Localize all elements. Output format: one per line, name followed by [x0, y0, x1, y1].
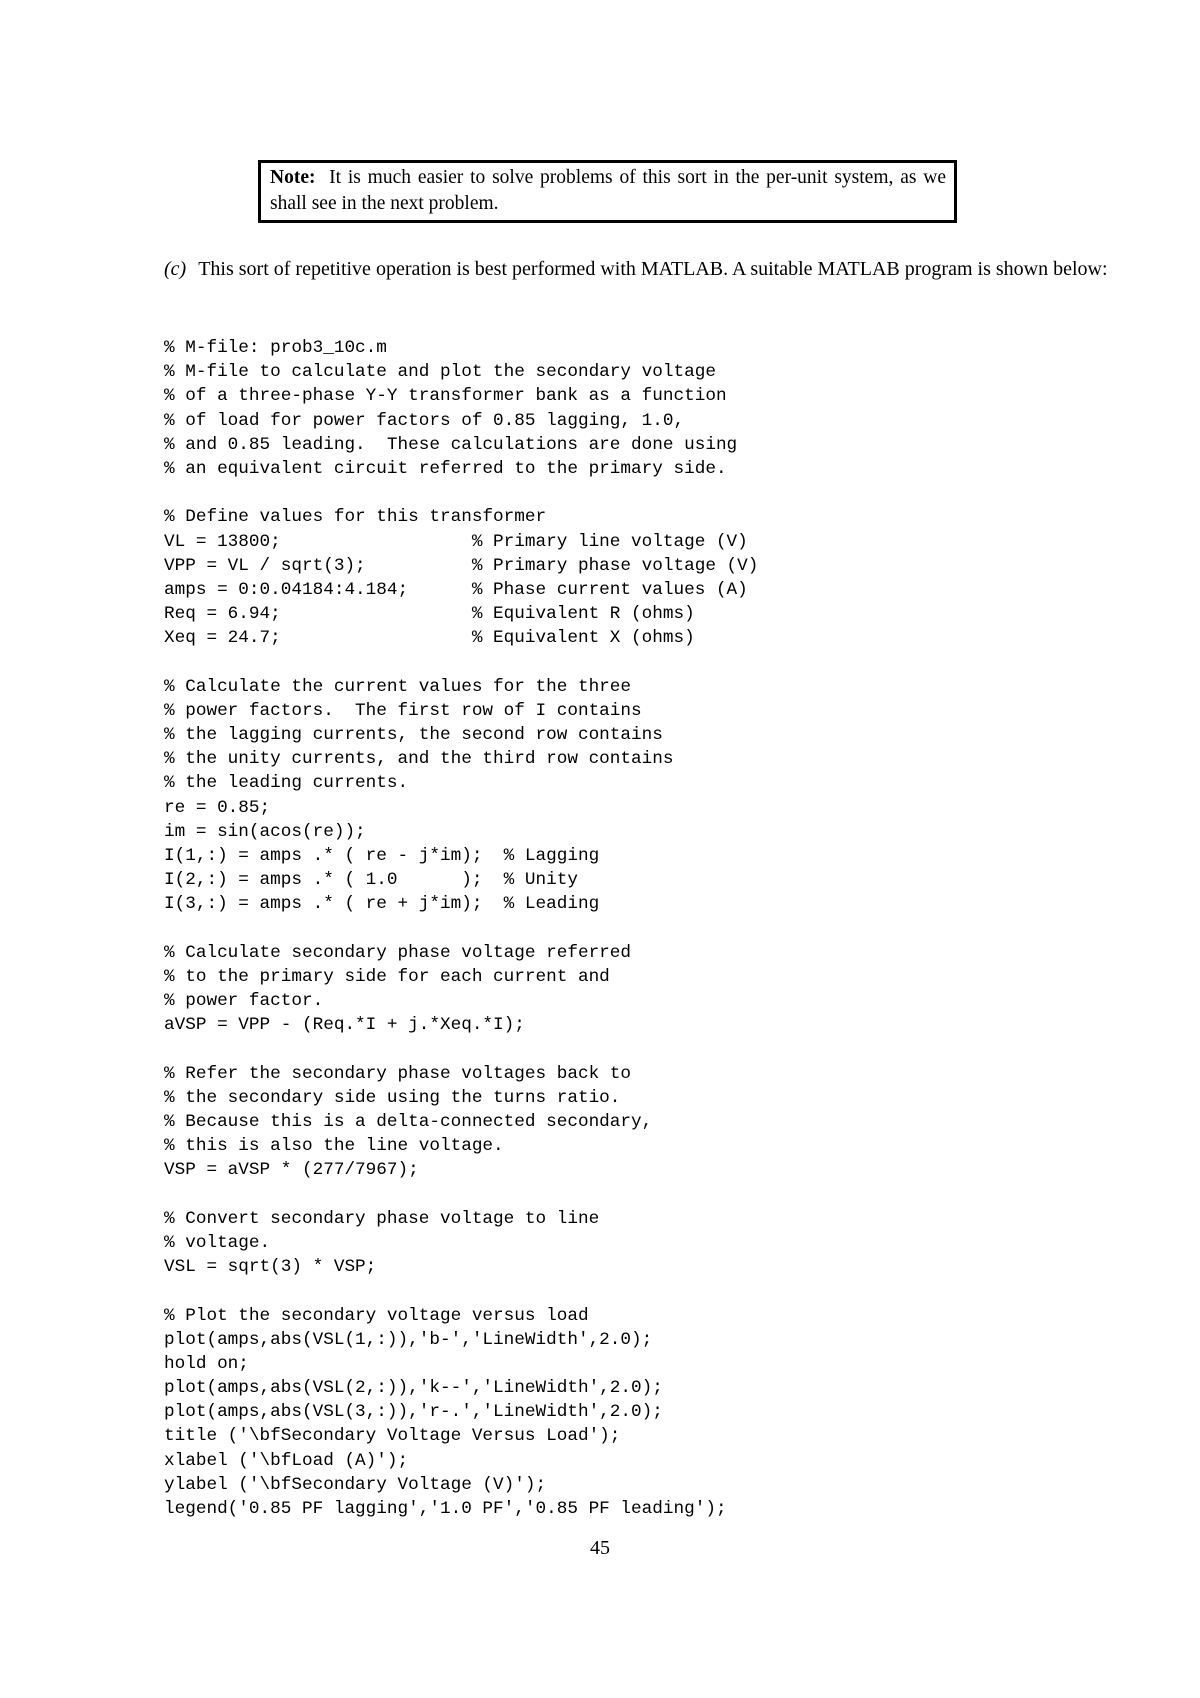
- code-line: % the leading currents.: [164, 773, 409, 794]
- code-blank-line: [164, 650, 1164, 674]
- intro-text: This sort of repetitive operation is best performed with MATLAB. A suitable MATLAB program is shown below:: [198, 258, 1108, 280]
- code-line: % the lagging currents, the second row contains: [164, 725, 663, 745]
- code-line: ylabel ('\bfSecondary Voltage (V)');: [164, 1474, 547, 1495]
- code-line: xlabel ('\bfLoad (A)');: [164, 1450, 409, 1471]
- code-line: legend('0.85 PF lagging','1.0 PF','0.85 PF leading');: [164, 1499, 727, 1519]
- code-line: % M-file to calculate and plot the secondary voltage: [164, 362, 716, 383]
- code-line: plot(amps,abs(VSL(3,:)),'r-.','LineWidth',2.0);: [164, 1402, 663, 1423]
- code-line: % Refer the secondary phase voltages back to: [164, 1063, 632, 1084]
- code-line: % Because this is a delta-connected secondary,: [164, 1112, 653, 1132]
- code-line: amps = 0:0.04184:4.184; % Phase current values (A): [164, 579, 748, 600]
- code-line: % the unity currents, and the third row contains: [164, 749, 674, 770]
- code-line: % Plot the secondary voltage versus load: [164, 1305, 589, 1326]
- code-line: im = sin(acos(re));: [164, 821, 366, 842]
- code-line: VL = 13800; % Primary line voltage (V): [164, 531, 748, 552]
- note-box: [258, 160, 957, 223]
- code-line: % Convert secondary phase voltage to line: [164, 1208, 600, 1229]
- code-line: % M-file: prob3_10c.m: [164, 338, 387, 358]
- code-line: % and 0.85 leading. These calculations are done using: [164, 434, 738, 455]
- code-line: VSL = sqrt(3) * VSP;: [164, 1257, 377, 1278]
- code-line: hold on;: [164, 1353, 249, 1374]
- code-line: % voltage.: [164, 1232, 271, 1253]
- part-label: (c): [164, 258, 187, 280]
- code-line: re = 0.85;: [164, 797, 271, 818]
- code-line: I(3,:) = amps .* ( re + j*im); % Leading: [164, 894, 600, 915]
- code-line: Xeq = 24.7; % Equivalent X (ohms): [164, 628, 695, 649]
- code-line: VSP = aVSP * (277/7967);: [164, 1160, 419, 1181]
- intro-paragraph: [164, 256, 1124, 282]
- matlab-code-block: [164, 336, 1164, 1521]
- code-line: % Calculate the current values for the three: [164, 676, 632, 697]
- code-blank-line: [164, 1037, 1164, 1061]
- code-line: I(2,:) = amps .* ( 1.0 ); % Unity: [164, 870, 578, 891]
- code-line: % of a three-phase Y-Y transformer bank as a function: [164, 386, 727, 407]
- code-line: % an equivalent circuit referred to the primary side.: [164, 458, 727, 479]
- code-blank-line: [164, 1183, 1164, 1207]
- code-line: plot(amps,abs(VSL(2,:)),'k--','LineWidth',2.0);: [164, 1378, 663, 1399]
- code-line: title ('\bfSecondary Voltage Versus Load');: [164, 1426, 621, 1447]
- page-number: 45: [590, 1537, 610, 1559]
- code-line: % Define values for this transformer: [164, 507, 547, 528]
- code-line: % the secondary side using the turns ratio.: [164, 1087, 621, 1108]
- code-line: % this is also the line voltage.: [164, 1136, 504, 1157]
- code-blank-line: [164, 917, 1164, 941]
- code-line: % power factor.: [164, 991, 324, 1012]
- code-blank-line: [164, 481, 1164, 505]
- code-line: % power factors. The first row of I contains: [164, 700, 642, 721]
- code-line: VPP = VL / sqrt(3); % Primary phase voltage (V): [164, 555, 759, 576]
- code-line: % to the primary side for each current and: [164, 966, 610, 987]
- code-line: % Calculate secondary phase voltage referred: [164, 942, 632, 963]
- code-line: plot(amps,abs(VSL(1,:)),'b-','LineWidth',2.0);: [164, 1329, 653, 1350]
- note-label: Note:: [270, 167, 316, 188]
- code-line: aVSP = VPP - (Req.*I + j.*Xeq.*I);: [164, 1015, 525, 1036]
- note-text: It is much easier to solve problems of this sort in the per-unit system, as we shall see in the next problem.: [270, 167, 946, 214]
- code-line: % of load for power factors of 0.85 lagging, 1.0,: [164, 410, 685, 431]
- code-blank-line: [164, 1279, 1164, 1303]
- code-line: I(1,:) = amps .* ( re - j*im); % Lagging: [164, 845, 600, 866]
- code-line: Req = 6.94; % Equivalent R (ohms): [164, 604, 695, 625]
